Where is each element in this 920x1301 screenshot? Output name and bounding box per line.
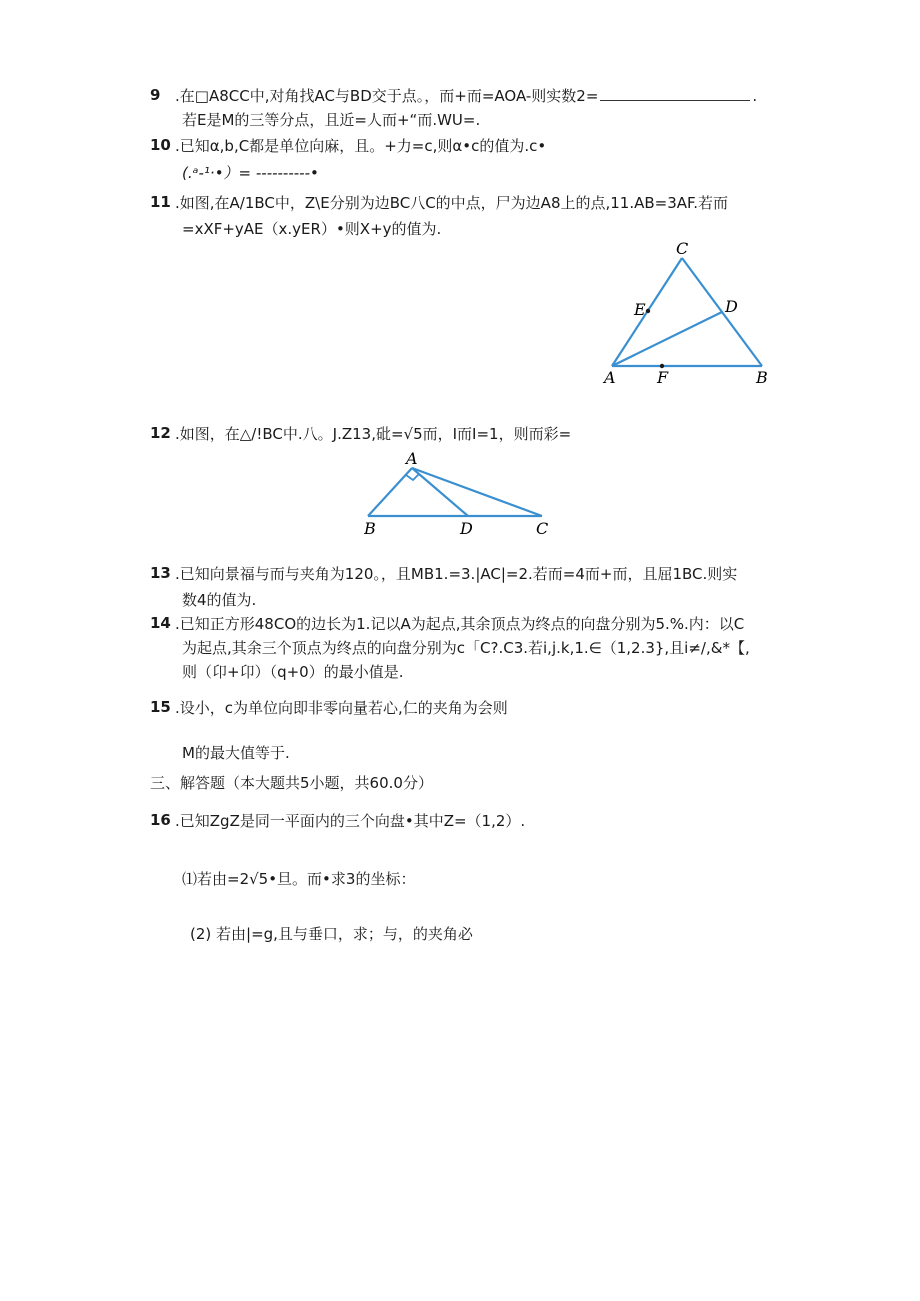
q12-label-d: D [460, 519, 473, 538]
section-3-title: 三、解答题（本大题共5小题，共60.0分） [150, 774, 433, 792]
q15-line-1: .设小，c为单位向即非零向量若心,仁的夹角为会则 [175, 699, 508, 717]
q10-number: 10 [150, 136, 171, 154]
q16-part-2: (2) 若由|=g,且与垂口，求；与，的夹角必 [190, 925, 473, 943]
q12-label-b: B [364, 519, 376, 538]
q11-label-b: B [756, 368, 768, 387]
q13-number: 13 [150, 564, 171, 582]
q12-edge-ac [412, 468, 542, 516]
q16-line-1: .已知ZgZ是同一平面内的三个向盘•其中Z=（1,2）. [175, 812, 526, 830]
q11-label-f: F [657, 368, 669, 387]
q11-label-d: D [725, 297, 738, 316]
q11-line-1: .如图,在A/1BC中，Z\E分别为边BC八C的中点，尸为边A8上的点,11.AB=3AF.若而 [175, 194, 729, 212]
q12-segment-ad [412, 468, 468, 516]
q14-line-1: .已知正方形48CO的边长为1.记以A为起点,其余顶点为终点的向盘分别为5.%.内：以C [175, 615, 745, 633]
q12-right-angle-mark [406, 474, 419, 480]
q14-line-3: 则（卬+卬）（q+0）的最小值是. [182, 663, 404, 681]
q10-line-2: (.ᵃ-¹·•）= ----------• [182, 164, 319, 182]
q12-label-c: C [536, 519, 549, 538]
q13-line-2: 数4的值为. [182, 591, 257, 609]
q14-number: 14 [150, 614, 171, 632]
q12-triangle-figure [364, 448, 554, 540]
q9-number: 9 [150, 86, 161, 104]
q15-line-2: M的最大值等于. [182, 744, 290, 762]
q12-label-a: A [406, 449, 418, 468]
q14-line-2: 为起点,其余三个顶点为终点的向盘分别为c「C?.C3.若i,j.k,1.∈（1,2.3},且i≠/,&*【, [182, 639, 750, 657]
q12-number: 12 [150, 424, 171, 442]
q9-text-b: . [752, 87, 758, 105]
q11-label-a: A [604, 368, 616, 387]
q11-label-c: C [676, 239, 689, 258]
q16-number: 16 [150, 811, 171, 829]
q11-line-2: =xXF+yAE（x.yER）•则X+y的值为. [182, 220, 442, 238]
q11-label-e: E [634, 300, 646, 319]
q12-line-1: .如图，在△/!BC中.八。J.Z13,砒=√5而，I而I=1，则而彩= [175, 425, 572, 443]
q11-point-e [646, 309, 650, 313]
q12-edge-ab [368, 468, 412, 516]
q15-number: 15 [150, 698, 171, 716]
q10-line-1: .已知α,b,C都是单位向麻，且。+力=c,则α•c的值为.c• [175, 137, 547, 155]
q9-text-a: .在□A8CC中,对角找AC与BD交于点。，而+而=AOA-则实数2= [175, 87, 599, 105]
q11-number: 11 [150, 193, 171, 211]
q9-answer-blank [600, 86, 750, 101]
q11-triangle-figure [598, 236, 778, 388]
q13-line-1: .已知向景福与而与夹角为120。，且MB1.=3.|AC|=2.若而=4而+而，且屈1BC.则实 [175, 565, 738, 583]
q9-line-1 [175, 86, 757, 106]
q9-line-2: 若E是M的三等分点，且近=人而+“而.WU=. [182, 111, 481, 129]
q16-part-1: ⑴若由=2√5•旦。而•求3的坐标： [182, 870, 416, 888]
